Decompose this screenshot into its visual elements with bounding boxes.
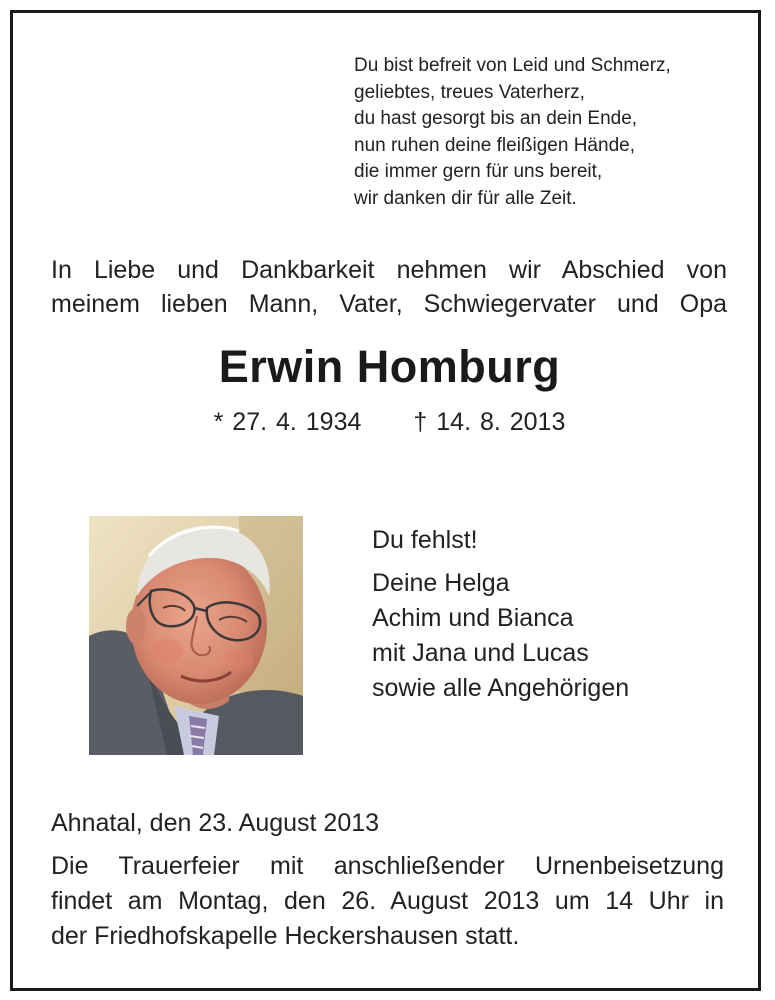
life-dates [13, 408, 766, 437]
service-line: findet am Montag, den 26. August 2013 um 14 Uhr in [51, 887, 724, 915]
intro-line: meinem lieben Mann, Vater, Schwiegervater und Opa [51, 290, 727, 318]
deceased-name: Erwin Homburg [218, 341, 561, 392]
service-line: der Friedhofskapelle Heckershausen statt. [51, 922, 520, 950]
mourners-lead: Du fehlst! [372, 526, 478, 554]
birth-date: * 27. 4. 1934 [213, 408, 362, 436]
poem-line: geliebtes, treues Vaterherz, [354, 81, 585, 103]
mourner-line: mit Jana und Lucas [372, 639, 589, 667]
place-and-date: Ahnatal, den 23. August 2013 [51, 809, 380, 837]
mourner-line: Deine Helga [372, 569, 510, 597]
farewell-intro [51, 253, 727, 321]
poem-line: nun ruhen deine fleißigen Hände, [354, 134, 635, 156]
funeral-service-info [51, 849, 724, 954]
poem-line: die immer gern für uns bereit, [354, 161, 603, 182]
portrait-photo [89, 516, 303, 755]
poem-line: Du bist befreit von Leid und Schmerz, [354, 55, 671, 76]
obituary-notice [10, 10, 761, 991]
service-line: Die Trauerfeier mit anschließender Urnenbeisetzung [51, 852, 724, 880]
poem-line: du hast gesorgt bis an dein Ende, [354, 108, 638, 129]
intro-line: In Liebe und Dankbarkeit nehmen wir Abschied von [51, 256, 727, 284]
mourner-line: Achim und Bianca [372, 604, 574, 632]
poem-line: wir danken dir für alle Zeit. [354, 187, 577, 209]
mourner-line: sowie alle Angehörigen [372, 674, 630, 702]
death-date: † 14. 8. 2013 [413, 408, 566, 436]
poem [354, 53, 671, 212]
mourners [372, 523, 629, 706]
